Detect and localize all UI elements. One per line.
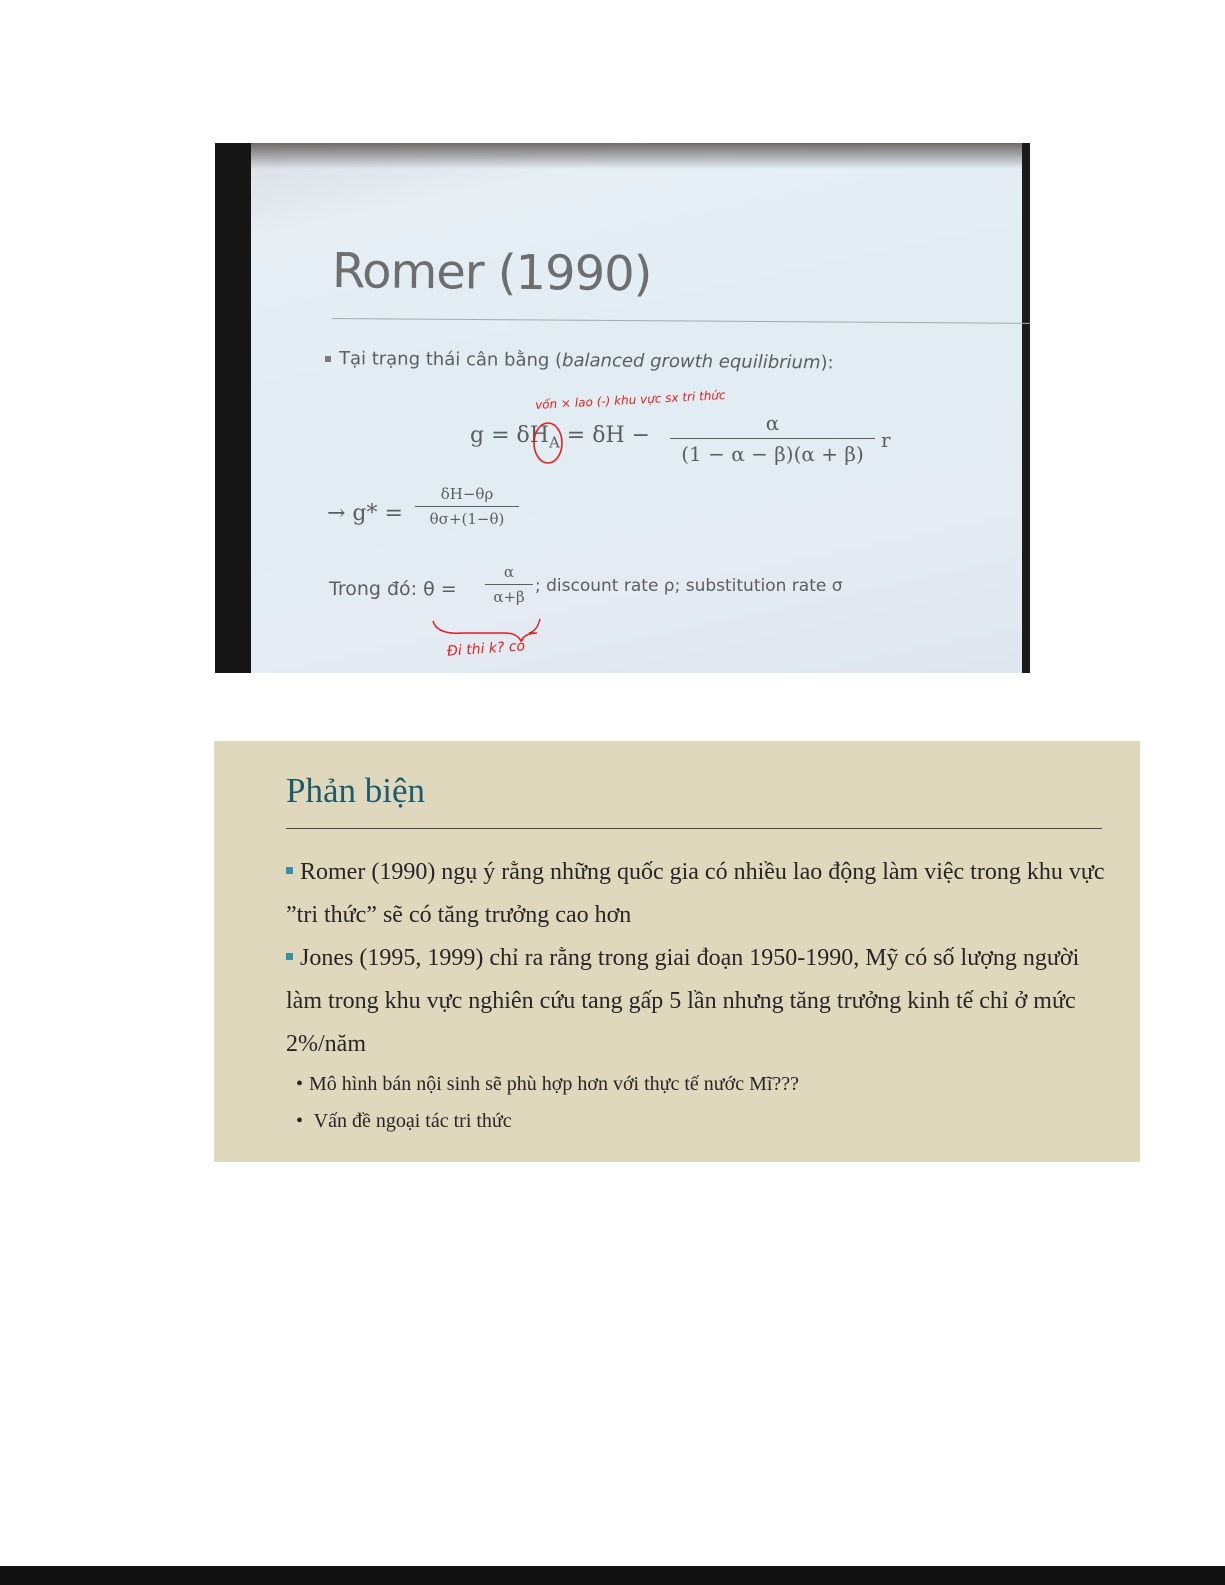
sub-bullet-text: Vấn đề ngoại tác tri thức: [309, 1110, 512, 1132]
handwritten-ink: [215, 143, 1030, 673]
theta-numerator: α: [503, 563, 515, 581]
theta-denominator: α+β: [493, 588, 525, 606]
panel-title: Phản biện: [286, 771, 426, 810]
bullet-text: Romer (1990) ngụ ý rằng những quốc gia có nhiều lao động làm việc trong khu vực ”tri thức” sẽ có tăng trưởng cao hơn: [286, 859, 1105, 928]
fraction-denominator: (1 − α − β)(α + β): [681, 442, 864, 466]
trong-do-rest: ; discount rate ρ; substitution rate σ: [535, 576, 843, 596]
critique-panel: [214, 741, 1140, 1162]
equation-mid: = δH −: [559, 423, 651, 448]
bullet-square-icon: [286, 953, 293, 960]
gstar-lhs: → g* =: [327, 501, 403, 526]
slide-photo: [215, 143, 1030, 673]
sub-list-item: [280, 1103, 1110, 1140]
gstar-denominator: θσ+(1−θ): [429, 510, 505, 528]
trong-do-label: Trong đó: θ =: [329, 578, 457, 600]
equation-subscript: A: [548, 433, 560, 452]
bullet-dot-icon: •: [296, 1110, 304, 1132]
slide-title: Romer (1990): [331, 243, 652, 303]
equation-r: r: [881, 428, 891, 452]
panel-title-rule: [286, 828, 1102, 829]
page-bottom-border: [0, 1566, 1225, 1585]
bullet-text: Jones (1995, 1999) chỉ ra rằng trong giai đoạn 1950-1990, Mỹ có số lượng người làm trong khu vực nghiên cứu tang gấp 5 lần nhưng tăng trưởng kinh tế chỉ ở mức 2%/năm: [286, 945, 1080, 1057]
bullet-dot-icon: •: [296, 1073, 304, 1095]
bullet-prefix: Tại trạng thái cân bằng (: [338, 348, 563, 372]
handwritten-note-bottom: Đi thi k? có: [446, 638, 526, 660]
list-item: [280, 937, 1110, 1066]
list-item: [280, 851, 1110, 937]
handwritten-note-top: vốn × lao (-) khu vực sx tri thức: [534, 388, 726, 412]
sub-list-item: [280, 1066, 1110, 1103]
ink-circle: [534, 423, 562, 463]
equation-lhs: g = δH: [470, 423, 549, 448]
gstar-numerator: δH−θρ: [440, 485, 494, 503]
sub-bullet-text: Mô hình bán nội sinh sẽ phù hợp hơn với thực tế nước Mĩ???: [309, 1073, 800, 1095]
critique-list: [280, 851, 1110, 1140]
fraction-numerator: α: [765, 411, 780, 435]
bullet-italic: balanced growth equilibrium: [562, 350, 821, 374]
bullet-square-icon: [286, 867, 293, 874]
bullet-suffix: ):: [820, 352, 834, 374]
